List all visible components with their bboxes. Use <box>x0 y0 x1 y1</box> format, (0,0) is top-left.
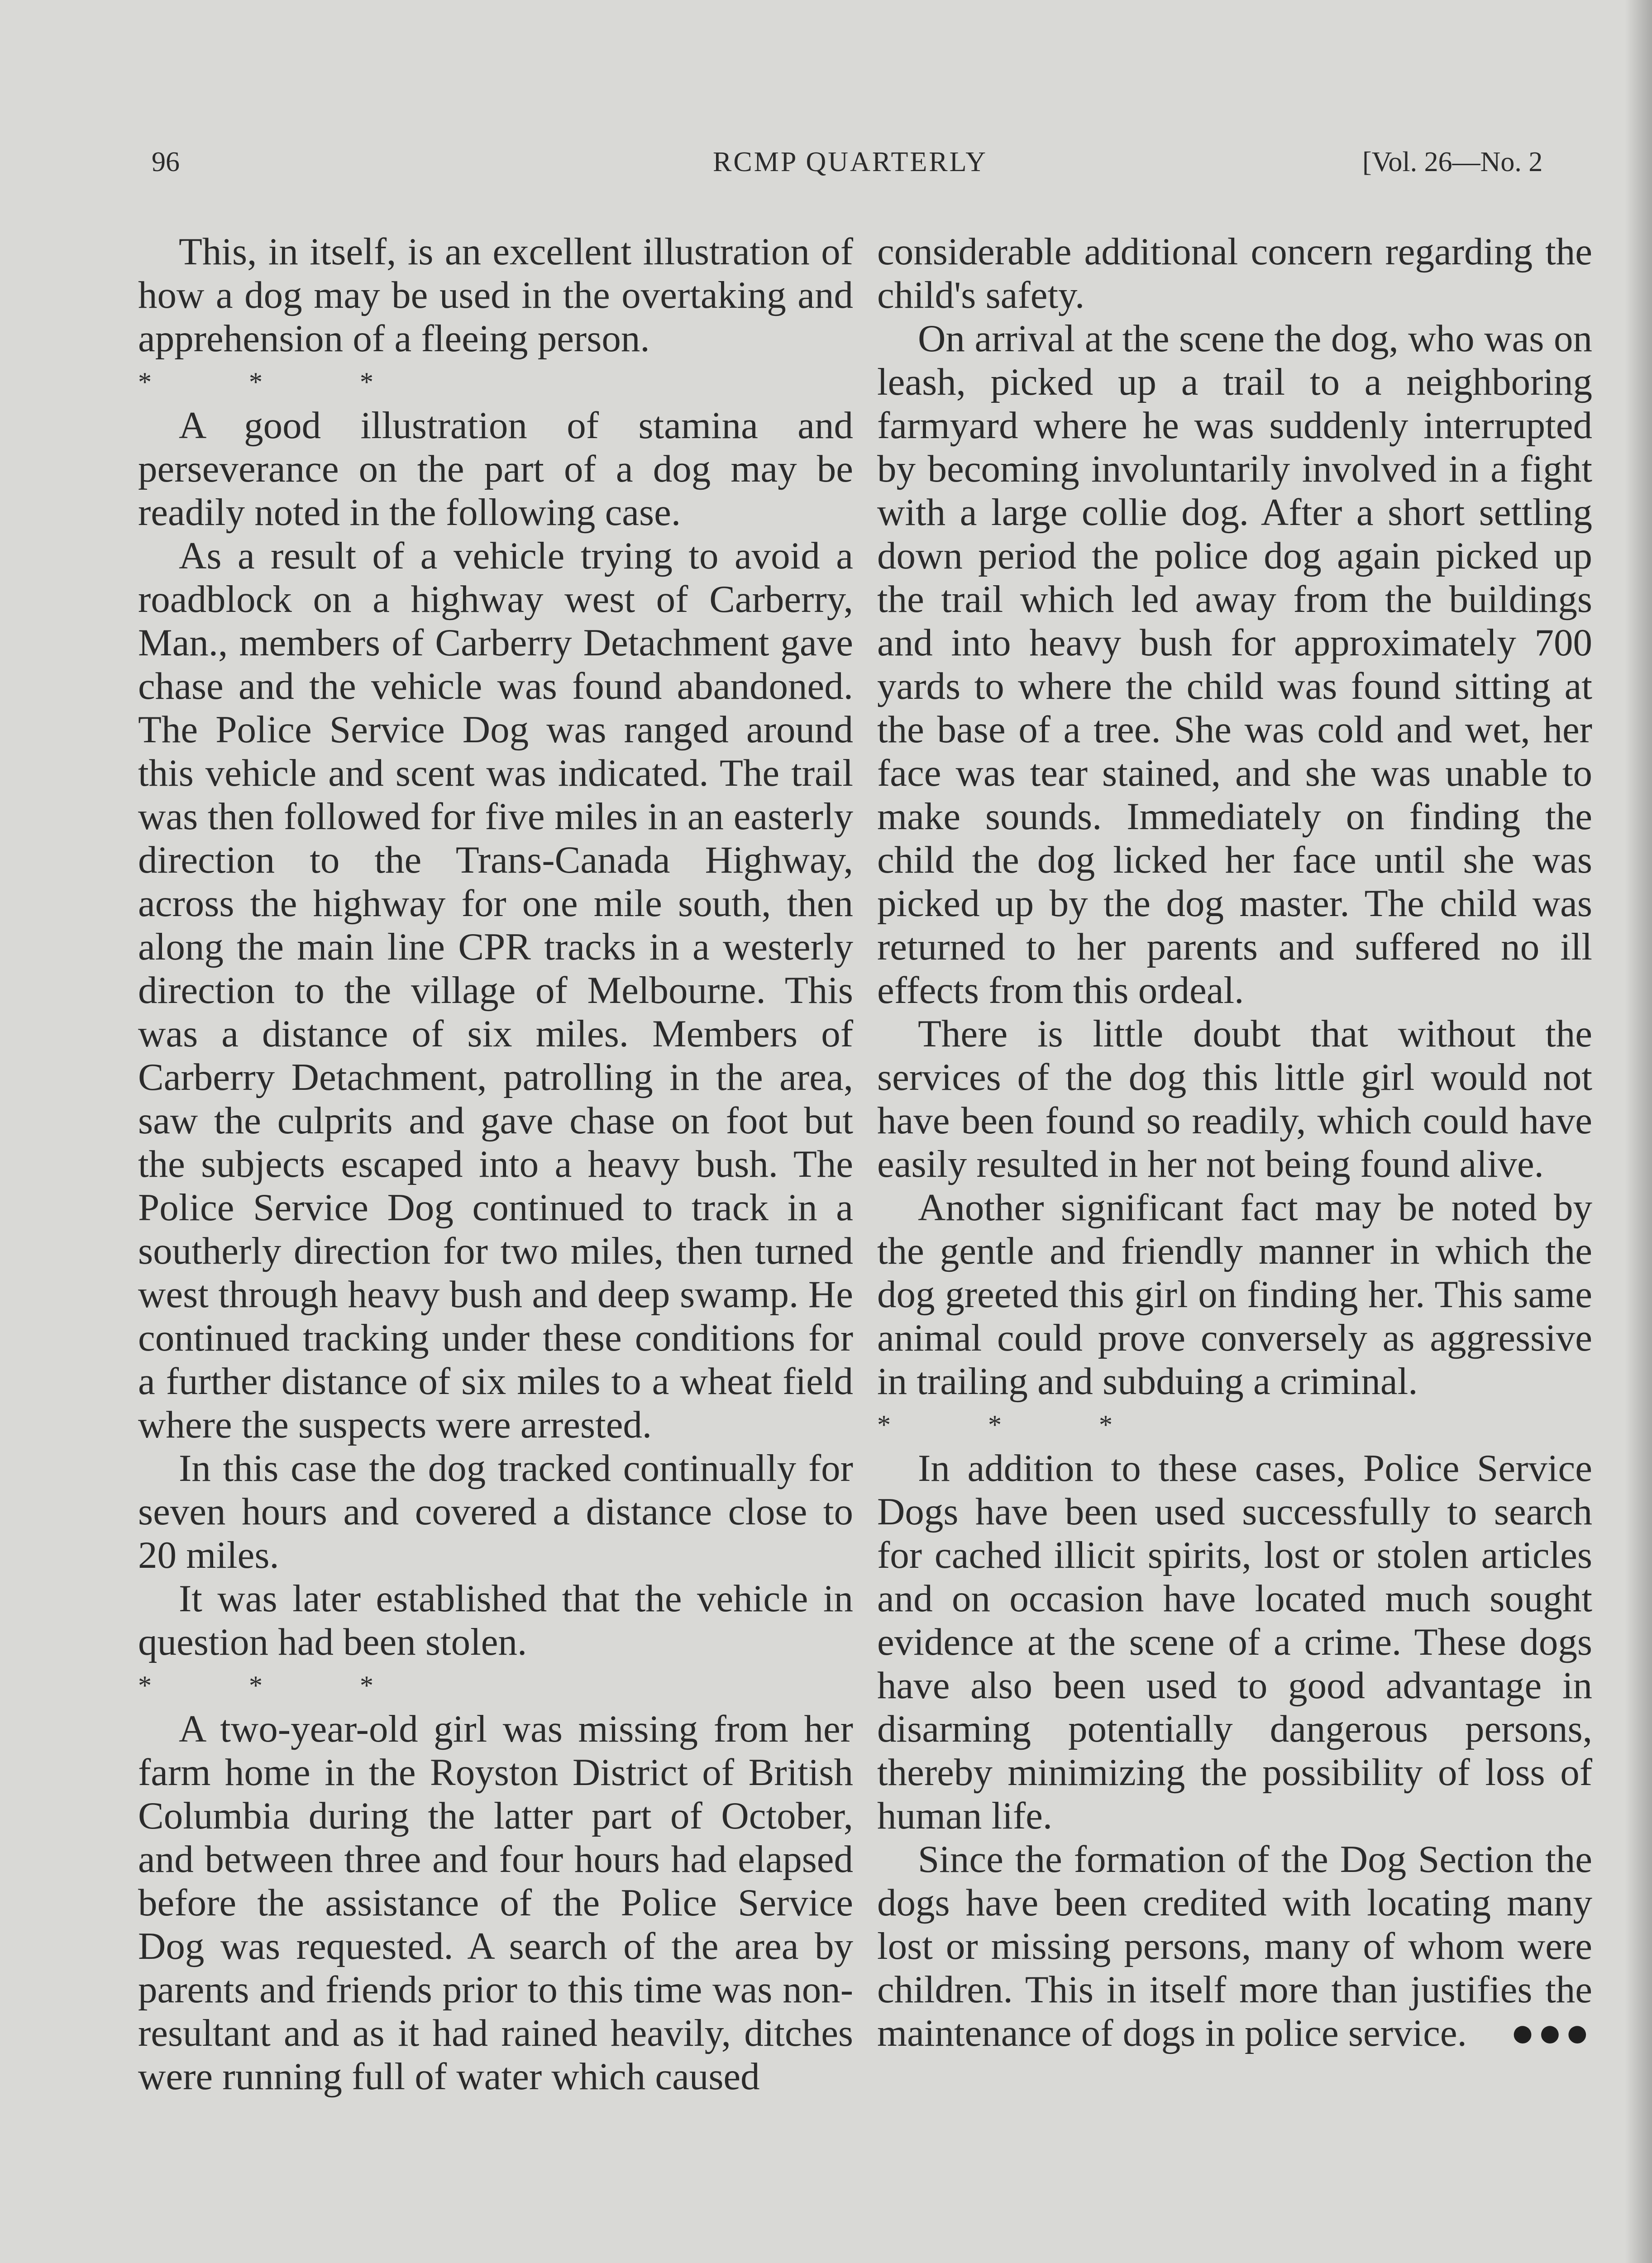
page-header <box>0 144 1652 180</box>
paragraph: As a result of a vehicle trying to avoid a roadblock on a highway west of Carberry, Man., members of Carberry Detachment gave chase and the vehicle was found abandoned. The Police Service Dog was ranged around this vehicle and scent was indicated. The trail was then followed for five miles in an easterly direction to the Trans-Canada Highway, across the highway for one mile south, then along the main line CPR tracks in a westerly direction to the village of Melbourne. This was a distance of six miles. Members of Carberry Detachment, patrolling in the area, saw the culprits and gave chase on foot but the subjects escaped into a heavy bush. The Police Service Dog continued to track in a southerly direction for two miles, then turned west through heavy bush and deep swamp. He continued tracking under these conditions for a further distance of six miles to a wheat field where the suspects were arrested. <box>138 535 853 1446</box>
paragraph: Another significant fact may be noted by the gentle and friendly manner in which the dog greeted this girl on finding her. This same animal could prove conversely as aggressive in trailing and subduing a criminal. <box>877 1186 1592 1403</box>
paragraph: There is little doubt that without the services of the dog this little girl would not have been found so readily, which could have easily resulted in her not being found alive. <box>877 1012 1592 1185</box>
page-edge-shadow <box>1625 0 1652 2263</box>
right-column <box>877 230 1592 2055</box>
section-separator: * * * <box>877 1410 1112 1440</box>
running-title: RCMP QUARTERLY <box>713 147 988 177</box>
page-number: 96 <box>152 147 180 177</box>
paragraph: It was later established that the vehicle in question had been stolen. <box>138 1577 853 1663</box>
paragraph: considerable additional concern regarding the child's safety. <box>877 230 1592 316</box>
paragraph: This, in itself, is an excellent illustration of how a dog may be used in the overtaking and apprehension of a fleeing person. <box>138 230 853 360</box>
paragraph: A two-year-old girl was missing from her farm home in the Royston District of British Columbia during the latter part of October, and between three and four hours had elapsed before the assistance of the Police Service Dog was requested. A search of the area by parents and friends prior to this time was non-resultant and as it had rained heavily, ditches were running full of water which caused <box>138 1708 853 2098</box>
paragraph-text: Since the formation of the Dog Section the dogs have been credited with locating many lost or missing persons, many of whom were children. This in itself more than justifies the maintenance of dogs in police service. <box>877 1838 1592 2054</box>
paragraph: On arrival at the scene the dog, who was on leash, picked up a trail to a neighboring farmyard where he was suddenly interrupted by becoming involuntarily involved in a fight with a large collie dog. After a short settling down period the police dog again picked up the trail which led away from the buildings and into heavy bush for approximately 700 yards to where the child was found sitting at the base of a tree. She was cold and wet, her face was tear stained, and she was unable to make sounds. Immediately on finding the child the dog licked her face until she was picked up by the dog master. The child was returned to her parents and suffered no ill effects from this ordeal. <box>877 317 1592 1012</box>
section-separator: * * * <box>138 1671 373 1700</box>
paragraph: In this case the dog tracked continually for seven hours and covered a distance close to 20 miles. <box>138 1447 853 1576</box>
paragraph <box>877 1838 1592 2055</box>
left-column <box>138 230 853 2098</box>
section-separator: * * * <box>138 367 373 397</box>
paragraph: In addition to these cases, Police Service Dogs have been used successfully to search for cached illicit spirits, lost or stolen articles and on occasion have located much sought evidence at the scene of a crime. These dogs have also been used to good advantage in disarming potentially dangerous persons, thereby minimizing the possibility of loss of human life. <box>877 1447 1592 1837</box>
volume-label: [Vol. 26—No. 2 <box>1362 147 1543 177</box>
end-of-article-mark: ●●● <box>1510 2010 1592 2055</box>
paragraph: A good illustration of stamina and perseverance on the part of a dog may be readily noted in the following case. <box>138 404 853 534</box>
